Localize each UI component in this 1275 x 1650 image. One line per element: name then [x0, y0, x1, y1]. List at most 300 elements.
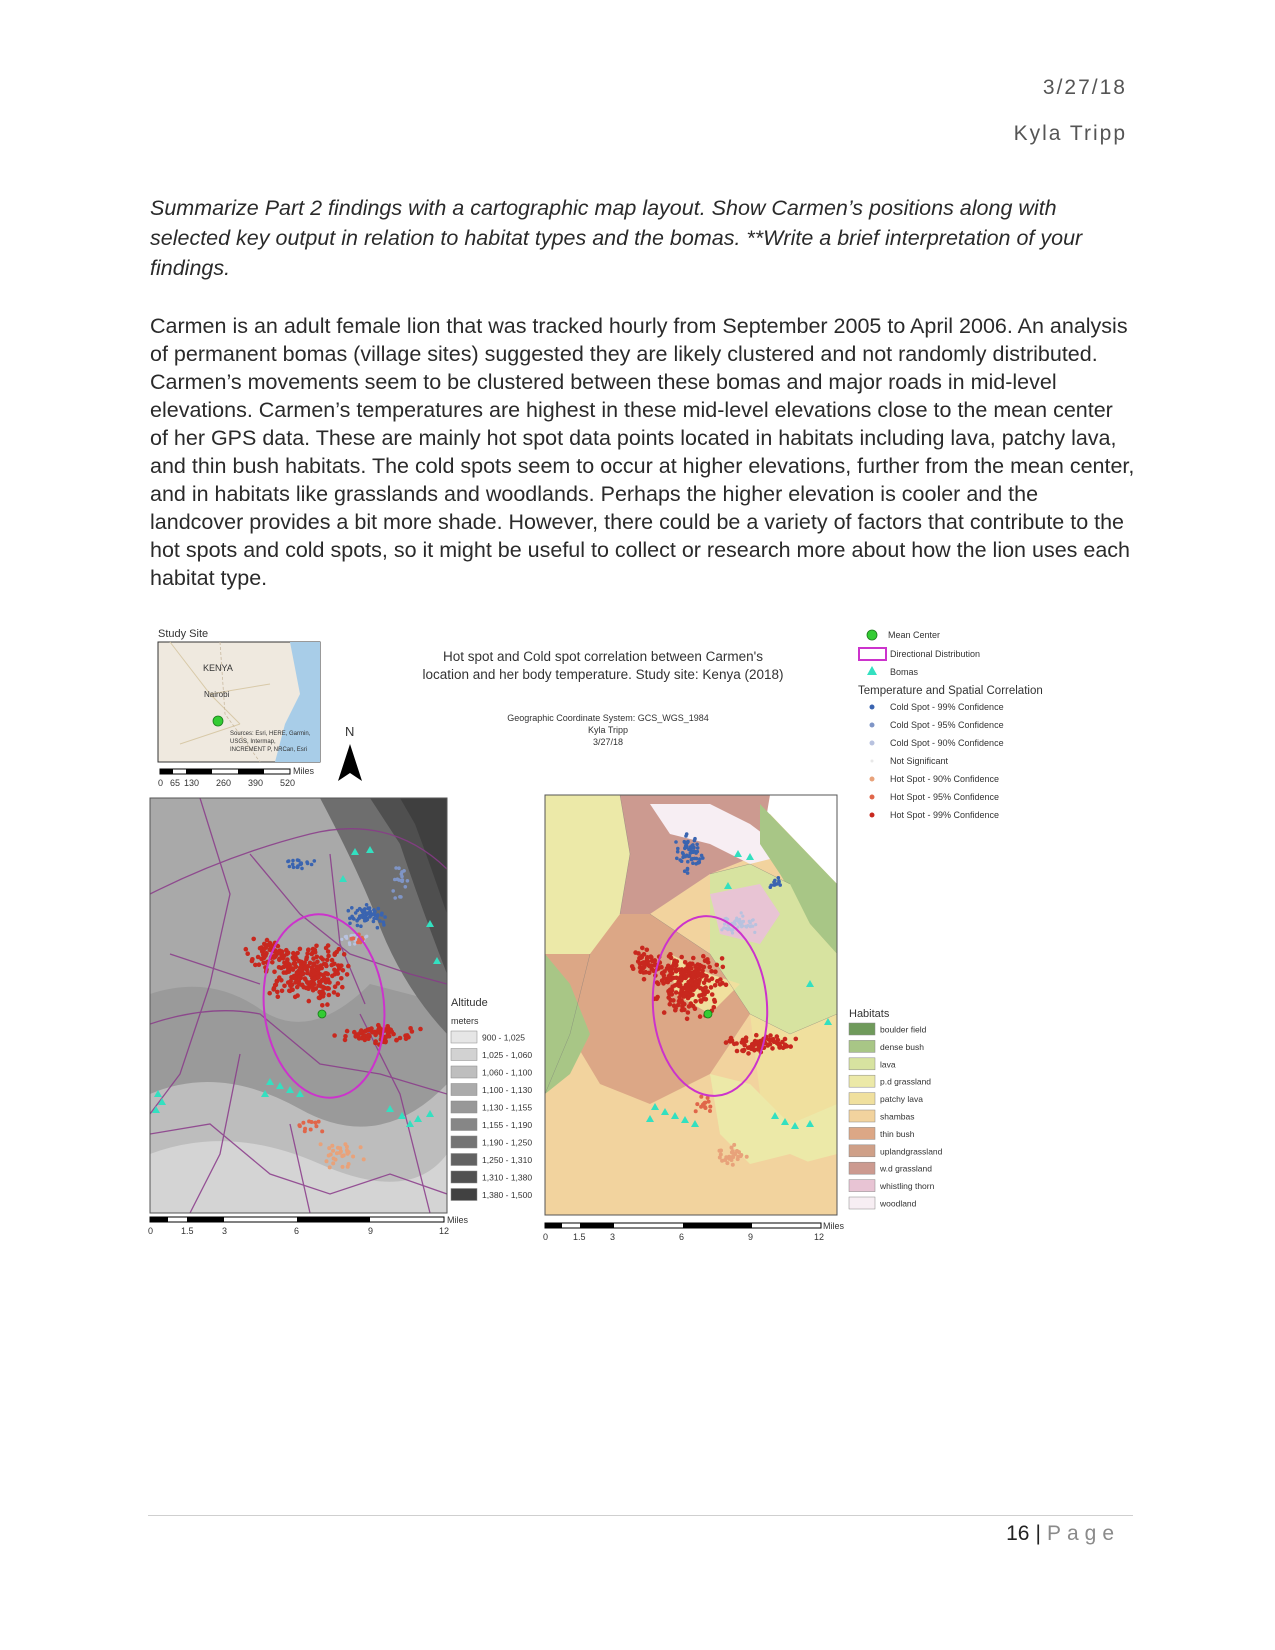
- hot-spot-point: [319, 955, 324, 960]
- hot-spot-point: [277, 975, 282, 980]
- hot-spot-point: [398, 1036, 403, 1041]
- habitat-legend-label: w.d grassland: [880, 1163, 932, 1174]
- temperature-legend-label: Cold Spot - 90% Confidence: [890, 738, 1004, 748]
- habitat-swatch: [849, 1093, 875, 1105]
- hot-spot-point: [667, 975, 672, 980]
- cold-spot-point: [749, 925, 752, 928]
- page-word: Page: [1046, 1522, 1120, 1545]
- cold-spot-point: [348, 941, 351, 944]
- altitude-legend-label: 1,310 - 1,380: [482, 1172, 533, 1183]
- symbol-legend: [858, 630, 1043, 820]
- study-site-label: Study Site: [158, 628, 209, 640]
- cold-spot-point: [752, 918, 755, 921]
- hot-spot-point: [362, 1157, 366, 1161]
- left-scale-tick: 12: [439, 1226, 450, 1236]
- hot-spot-point: [256, 955, 261, 960]
- cold-spot-point: [356, 924, 360, 928]
- bomas-swatch: [867, 666, 877, 675]
- cold-spot-point: [397, 866, 401, 870]
- cold-spot-point: [288, 865, 292, 869]
- hot-spot-point: [777, 1045, 782, 1050]
- cold-spot-point: [726, 918, 729, 921]
- hot-spot-point: [770, 1046, 775, 1051]
- cold-spot-point: [313, 859, 317, 863]
- hot-spot-point: [264, 945, 269, 950]
- cold-spot-point: [376, 926, 380, 930]
- altitude-swatch: [451, 1031, 477, 1043]
- hot-spot-point: [712, 1005, 717, 1010]
- cold-spot-point: [754, 923, 757, 926]
- hot-spot-point: [683, 986, 688, 991]
- hot-spot-point: [245, 951, 250, 956]
- hot-spot-point: [676, 1003, 681, 1008]
- hot-spot-point: [332, 990, 337, 995]
- cold-spot-point: [773, 882, 777, 886]
- hot-spot-point: [287, 963, 292, 968]
- hot-spot-point: [271, 987, 276, 992]
- temperature-legend-label: Hot Spot - 90% Confidence: [890, 774, 1000, 784]
- right-scale-tick: 9: [748, 1232, 754, 1242]
- hot-spot-point: [373, 1033, 378, 1038]
- hot-spot-point: [306, 948, 311, 953]
- hot-spot-point: [273, 983, 278, 988]
- hot-spot-point: [742, 1043, 747, 1048]
- right-scale-unit: Miles: [823, 1221, 845, 1231]
- habitat-legend-items: [849, 1023, 943, 1209]
- temperature-swatch: [870, 813, 875, 818]
- cold-spot-point: [375, 917, 379, 921]
- cold-spot-point: [350, 915, 354, 919]
- altitude-map: [150, 798, 447, 1213]
- habitat-swatch: [849, 1023, 875, 1035]
- cold-spot-point: [735, 918, 738, 921]
- hot-spot-point: [732, 1042, 737, 1047]
- hot-spot-point: [389, 1029, 394, 1034]
- altitude-legend-label: 1,130 - 1,155: [482, 1102, 533, 1113]
- cold-spot-point: [355, 919, 359, 923]
- hot-spot-point: [730, 1158, 734, 1162]
- hot-spot-point: [376, 1027, 381, 1032]
- hot-spot-point: [710, 976, 715, 981]
- hot-spot-point: [341, 1165, 345, 1169]
- temperature-legend-items: [870, 702, 1004, 820]
- cold-spot-point: [296, 858, 300, 862]
- hot-spot-point: [691, 956, 696, 961]
- hot-spot-point: [725, 1161, 729, 1165]
- hot-spot-point: [331, 1161, 335, 1165]
- habitat-legend-label: woodland: [880, 1198, 917, 1209]
- altitude-legend-label: 1,155 - 1,190: [482, 1120, 533, 1130]
- cold-spot-point: [695, 843, 699, 847]
- hot-spot-point: [707, 1100, 711, 1104]
- hot-spot-point: [276, 994, 281, 999]
- hot-spot-point: [327, 993, 332, 998]
- cold-spot-point: [399, 895, 403, 899]
- cold-spot-point: [383, 915, 387, 919]
- hot-spot-point: [753, 1041, 758, 1046]
- altitude-legend-label: 1,380 - 1,500: [482, 1190, 533, 1200]
- cold-spot-point: [748, 920, 751, 923]
- cold-spot-point: [676, 847, 680, 851]
- hot-spot-point: [687, 970, 692, 975]
- cold-spot-point: [353, 942, 356, 945]
- hot-spot-point: [695, 1102, 699, 1106]
- cold-spot-point: [404, 885, 408, 889]
- hot-spot-point: [670, 971, 675, 976]
- altitude-legend-label: 1,025 - 1,060: [482, 1050, 533, 1060]
- hot-spot-point: [290, 987, 295, 992]
- hot-spot-point: [330, 958, 335, 963]
- hot-spot-point: [669, 965, 674, 970]
- cold-spot-point: [698, 857, 702, 861]
- hot-spot-point: [720, 956, 725, 961]
- habitat-swatch: [849, 1110, 875, 1122]
- hot-spot-point: [768, 1038, 773, 1043]
- mean-center-point: [318, 1010, 326, 1018]
- hot-spot-point: [280, 951, 285, 956]
- habitat-swatch: [849, 1127, 875, 1139]
- hot-spot-point: [713, 983, 718, 988]
- altitude-legend-label: 1,060 - 1,100: [482, 1067, 533, 1078]
- hot-spot-point: [715, 963, 720, 968]
- hot-spot-point: [332, 1033, 337, 1038]
- habitat-map: [545, 795, 837, 1215]
- hot-spot-point: [343, 1142, 347, 1146]
- mean-center-point: [704, 1010, 712, 1018]
- hot-spot-point: [745, 1155, 749, 1159]
- hot-spot-point: [686, 1010, 691, 1015]
- hot-spot-point: [329, 963, 334, 968]
- inset-scale-tick: 520: [280, 778, 296, 788]
- cold-spot-point: [687, 848, 691, 852]
- habitat-legend-title: Habitats: [849, 1008, 890, 1020]
- hot-spot-point: [794, 1037, 799, 1042]
- hot-spot-point: [385, 1024, 390, 1029]
- hot-spot-point: [776, 1038, 781, 1043]
- altitude-swatch: [451, 1049, 477, 1061]
- habitat-legend-label: lava: [880, 1059, 896, 1070]
- hot-spot-point: [667, 954, 672, 959]
- hot-spot-point: [325, 1002, 330, 1007]
- hot-spot-point: [708, 1105, 712, 1109]
- hot-spot-point: [659, 965, 664, 970]
- header-date: 3/27/18: [1042, 76, 1127, 99]
- hot-spot-point: [351, 1155, 355, 1159]
- inset-scale-tick: 130: [184, 778, 200, 788]
- altitude-legend-label: 1,100 - 1,130: [482, 1085, 533, 1095]
- habitat-legend-label: dense bush: [880, 1041, 924, 1052]
- hot-spot-point: [666, 995, 671, 1000]
- header-author: Kyla Tripp: [1013, 122, 1127, 145]
- hot-spot-point: [737, 1150, 741, 1154]
- temperature-legend-label: Cold Spot - 95% Confidence: [890, 720, 1004, 730]
- cold-spot-point: [372, 912, 376, 916]
- hot-spot-point: [325, 958, 330, 963]
- right-scale-tick: 12: [814, 1232, 825, 1242]
- right-scale-tick: 3: [610, 1232, 616, 1242]
- cold-spot-point: [350, 906, 354, 910]
- hot-spot-point: [689, 1001, 694, 1006]
- hot-spot-point: [294, 956, 299, 961]
- hot-spot-point: [768, 1042, 773, 1047]
- cold-spot-point: [372, 908, 376, 912]
- cold-spot-point: [291, 862, 295, 866]
- cold-spot-point: [347, 909, 351, 913]
- hot-spot-point: [312, 982, 317, 987]
- hot-spot-point: [339, 976, 344, 981]
- hot-spot-point: [303, 976, 308, 981]
- mean-center-swatch: [867, 630, 877, 640]
- cold-spot-point: [742, 920, 745, 923]
- hot-spot-point: [301, 1121, 305, 1125]
- hot-spot-point: [696, 973, 701, 978]
- hot-spot-point: [340, 1154, 344, 1158]
- hot-spot-point: [309, 973, 314, 978]
- hot-spot-point: [244, 947, 249, 952]
- cold-spot-point: [769, 885, 773, 889]
- hot-spot-point: [315, 959, 320, 964]
- hot-spot-point: [281, 965, 286, 970]
- hot-spot-point: [304, 957, 309, 962]
- inset-city-label: Nairobi: [204, 690, 230, 699]
- hot-spot-point: [295, 951, 300, 956]
- habitat-swatch: [849, 1058, 875, 1070]
- hot-spot-point: [288, 979, 293, 984]
- habitat-swatch: [849, 1180, 875, 1192]
- cold-spot-point: [736, 925, 739, 928]
- hot-spot-point: [754, 1033, 759, 1038]
- cold-spot-point: [685, 832, 689, 836]
- hot-spot-point: [710, 992, 715, 997]
- hot-spot-point: [639, 955, 644, 960]
- hot-spot-point: [286, 968, 291, 973]
- hot-spot-point: [330, 1144, 334, 1148]
- inset-scale-unit: Miles: [293, 766, 315, 776]
- hot-spot-point: [383, 1039, 388, 1044]
- hot-spot-point: [668, 1002, 673, 1007]
- inset-map: [158, 642, 320, 762]
- hot-spot-point: [267, 991, 272, 996]
- hot-spot-point: [689, 966, 694, 971]
- cold-spot-point: [391, 889, 395, 893]
- hot-spot-point: [705, 989, 710, 994]
- hot-spot-point: [698, 1014, 703, 1019]
- hot-spot-point: [718, 977, 723, 982]
- hot-spot-point: [329, 1153, 333, 1157]
- cold-spot-point: [291, 859, 295, 863]
- hot-spot-point: [320, 1129, 324, 1133]
- map-credit-line-3: 3/27/18: [592, 737, 624, 747]
- cold-spot-point: [778, 883, 782, 887]
- cold-spot-point: [696, 846, 700, 850]
- hot-spot-point: [636, 959, 641, 964]
- hot-spot-point: [709, 985, 714, 990]
- hot-spot-point: [297, 1123, 301, 1127]
- cold-spot-point: [685, 841, 689, 845]
- hot-spot-point: [331, 1149, 335, 1153]
- hot-spot-point: [384, 1034, 389, 1039]
- left-scale-bar: [148, 1215, 469, 1236]
- hot-spot-point: [359, 1145, 363, 1149]
- cold-spot-point: [723, 923, 726, 926]
- temperature-swatch: [870, 795, 875, 800]
- hot-spot-point: [727, 1039, 732, 1044]
- altitude-swatch: [451, 1136, 477, 1148]
- cold-spot-point: [690, 858, 694, 862]
- hot-spot-point: [731, 1163, 735, 1167]
- hot-spot-point: [336, 981, 341, 986]
- hot-spot-point: [325, 987, 330, 992]
- hot-spot-point: [324, 946, 329, 951]
- left-scale-unit: Miles: [447, 1215, 469, 1225]
- hot-spot-point: [640, 946, 645, 951]
- hot-spot-point: [702, 981, 707, 986]
- hot-spot-point: [303, 1127, 307, 1131]
- cold-spot-point: [731, 931, 734, 934]
- hot-spot-point: [678, 977, 683, 982]
- cold-spot-point: [382, 920, 386, 924]
- cold-spot-point: [675, 857, 679, 861]
- cold-spot-point: [363, 907, 367, 911]
- altitude-swatch: [451, 1171, 477, 1183]
- hot-spot-point: [277, 958, 282, 963]
- hot-spot-point: [647, 964, 652, 969]
- cold-spot-point: [300, 867, 304, 871]
- map-credit-line-1: Geographic Coordinate System: GCS_WGS_1984: [507, 713, 709, 723]
- hot-spot-point: [309, 1128, 313, 1132]
- cold-spot-point: [678, 858, 682, 862]
- hot-spot-point: [332, 1157, 336, 1161]
- hot-spot-point: [305, 967, 310, 972]
- hot-spot-point: [339, 963, 344, 968]
- hot-spot-point: [282, 984, 287, 989]
- hot-spot-point: [314, 1124, 318, 1128]
- temperature-swatch: [870, 741, 875, 746]
- footer-divider: [148, 1515, 1133, 1516]
- cold-spot-point: [296, 864, 300, 868]
- cold-spot-point: [348, 922, 352, 926]
- hot-spot-point: [345, 1151, 349, 1155]
- temperature-swatch: [871, 760, 874, 763]
- hot-spot-point: [272, 970, 277, 975]
- hot-spot-point: [359, 1029, 364, 1034]
- left-scale-tick: 3: [222, 1226, 228, 1236]
- inset-credit-1: Sources: Esri, HERE, Garmin,: [230, 731, 311, 737]
- cold-spot-point: [406, 879, 410, 883]
- hot-spot-point: [328, 1165, 332, 1169]
- cold-spot-point: [740, 911, 743, 914]
- hot-spot-point: [655, 995, 660, 1000]
- hot-spot-point: [365, 1034, 370, 1039]
- hot-spot-point: [350, 937, 354, 941]
- hot-spot-point: [694, 1109, 698, 1113]
- hot-spot-point: [405, 1034, 410, 1039]
- cold-spot-point: [365, 935, 368, 938]
- hot-spot-point: [643, 970, 648, 975]
- cold-spot-point: [400, 879, 404, 883]
- inset-credit-2: USGS, Intermap,: [230, 739, 276, 745]
- hot-spot-point: [301, 972, 306, 977]
- cold-spot-point: [378, 919, 382, 923]
- inset-scale-tick: 65: [170, 778, 181, 788]
- hot-spot-point: [297, 979, 302, 984]
- hot-spot-point: [304, 986, 309, 991]
- hot-spot-point: [746, 1051, 751, 1056]
- inset-scale-tick: 0: [158, 778, 164, 788]
- hot-spot-point: [324, 971, 329, 976]
- hot-spot-point: [373, 1039, 378, 1044]
- north-arrow: [338, 724, 362, 781]
- cold-spot-point: [310, 863, 314, 867]
- cold-spot-point: [741, 915, 744, 918]
- map-title-line-1: Hot spot and Cold spot correlation between Carmen's: [443, 649, 763, 664]
- hot-spot-point: [732, 1143, 736, 1147]
- hot-spot-point: [291, 951, 296, 956]
- hot-spot-point: [643, 962, 648, 967]
- inset-country-label: KENYA: [203, 663, 233, 673]
- hot-spot-point: [319, 1142, 323, 1146]
- cold-spot-point: [691, 861, 695, 865]
- page-footer: [1006, 1522, 1120, 1546]
- hot-spot-point: [680, 1008, 685, 1013]
- altitude-swatch: [451, 1084, 477, 1096]
- hot-spot-point: [315, 964, 320, 969]
- cold-spot-point: [686, 860, 690, 864]
- hot-spot-point: [270, 960, 275, 965]
- altitude-legend: [451, 997, 532, 1201]
- hot-spot-point: [731, 1154, 735, 1158]
- hot-spot-point: [677, 983, 682, 988]
- cold-spot-point: [287, 859, 291, 863]
- hot-spot-point: [310, 1120, 314, 1124]
- interpretation-paragraph: Carmen is an adult female lion that was tracked hourly from September 2005 to April 2006. An analysis of permanent bomas (village sites) suggested they are likely clustered and not randomly distributed. Carmen’s movements seem to be clustered between these bomas and major roads in mid-level elevations. Carmen’s temperatures are highest in these mid-level elevations close to the mean center of her GPS data. These are mainly hot spot data points located in habitats including lava, patchy lava, and thin bush habitats. The cold spots seem to occur at higher elevations, further from the mean center, and in habitats like grasslands and woodlands. Perhaps the higher elevation is cooler and the landcover provides a bit more shade. However, there could be a variety of factors that contribute to the hot spots and cold spots, so it might be useful to collect or research more about how the lion uses each habitat type.: [150, 314, 1135, 590]
- hot-spot-point: [712, 998, 717, 1003]
- cold-spot-point: [377, 907, 381, 911]
- temperature-legend-label: Hot Spot - 99% Confidence: [890, 810, 1000, 820]
- temperature-legend-title: Temperature and Spatial Correlation: [858, 685, 1043, 697]
- hot-spot-point: [735, 1049, 740, 1054]
- map-title-line-2: location and her body temperature. Study site: Kenya (2018): [422, 667, 784, 682]
- temperature-legend-label: Cold Spot - 99% Confidence: [890, 702, 1004, 712]
- cold-spot-point: [693, 839, 697, 843]
- cold-spot-point: [674, 840, 678, 844]
- hot-spot-point: [704, 974, 709, 979]
- north-label: N: [345, 724, 355, 739]
- hot-spot-point: [418, 1027, 423, 1032]
- hot-spot-point: [679, 955, 684, 960]
- habitat-legend-label: p.d grassland: [880, 1076, 932, 1087]
- cold-spot-point: [402, 869, 406, 873]
- legend-label-bomas: Bomas: [890, 667, 919, 677]
- altitude-swatch: [451, 1119, 477, 1131]
- hot-spot-point: [636, 951, 641, 956]
- cold-spot-point: [691, 850, 695, 854]
- hot-spot-point: [788, 1044, 793, 1049]
- hot-spot-point: [701, 954, 706, 959]
- altitude-swatch: [451, 1066, 477, 1078]
- habitat-legend-label: shambas: [880, 1111, 915, 1122]
- hot-spot-point: [783, 1043, 788, 1048]
- habitat-legend-label: thin bush: [880, 1128, 915, 1139]
- hot-spot-point: [660, 971, 665, 976]
- hot-spot-point: [345, 1029, 350, 1034]
- cold-spot-point: [393, 896, 397, 900]
- cold-spot-point: [361, 910, 365, 914]
- hot-spot-point: [317, 1120, 321, 1124]
- habitat-swatch: [849, 1197, 875, 1209]
- cold-spot-point: [681, 856, 685, 860]
- hot-spot-point: [376, 1023, 381, 1028]
